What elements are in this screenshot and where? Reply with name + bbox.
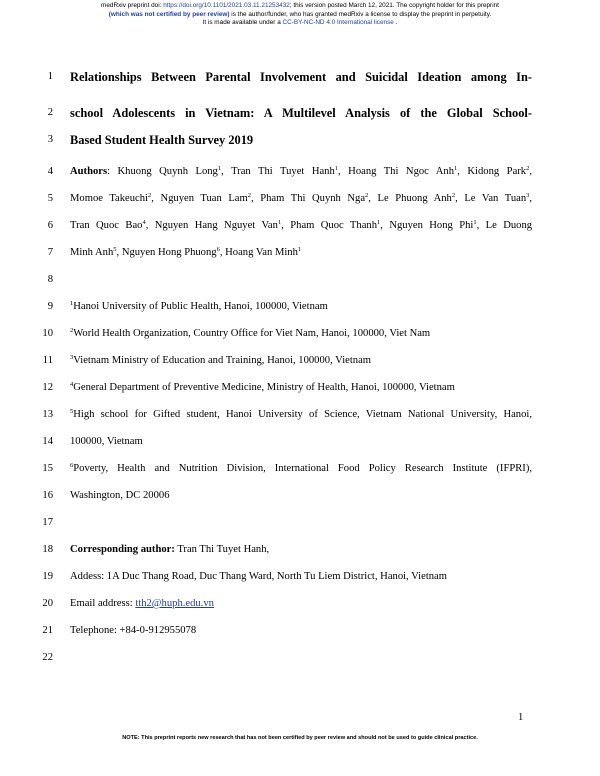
page-number: 1 — [518, 712, 524, 723]
preprint-banner — [0, 2, 600, 28]
affiliation-3: 11 $^3$Vietnam Ministry of Education and Training, Hanoi, 100000, Vietnam — [0, 352, 600, 370]
line-number: 8 — [47, 274, 53, 285]
blank-line — [0, 271, 600, 289]
license-link[interactable]: CC-BY-NC-ND 4.0 International license — [282, 19, 394, 27]
line-number: 13 — [42, 409, 53, 420]
corresponding-author: 18 Corresponding author: Tran Thi Tuyet Hanh, — [0, 541, 600, 559]
authors-line-2 — [0, 190, 600, 208]
title-line-2 — [0, 104, 600, 122]
affiliation-4: 12 $^4$General Department of Preventive Medicine, Ministry of Health, Hanoi, 100000, Vietnam — [0, 379, 600, 397]
line-number: 15 — [42, 463, 53, 474]
doi-link[interactable]: https://doi.org/10.1101/2021.03.11.21253432 — [163, 2, 290, 9]
paper-title: Relationships Between Parental Involvement and Suicidal Ideation among In- — [70, 70, 532, 84]
corresponding-address: 19 Addess: 1A Duc Thang Road, Duc Thang Ward, North Tu Liem District, Hanoi, Vietnam — [0, 568, 600, 586]
authors-text: Tran Quoc Bao$^4$, Nguyen Hang Nguyet Van$^1$, Pham Quoc Thanh$^1$, Nguyen Hong Phi$^1$, Le Duong — [70, 219, 533, 231]
line-number: 20 — [42, 598, 53, 609]
title-line-3 — [0, 131, 600, 149]
affiliation-6-cont: 16 Washington, DC 20006 — [0, 487, 600, 505]
line-number: 6 — [47, 220, 53, 231]
line-number: 22 — [42, 652, 53, 663]
affiliation-2: 10 $^2$World Health Organization, Country Office for Viet Nam, Hanoi, 100000, Viet Nam — [0, 325, 600, 343]
authors-text: Authors: Khuong Quynh Long$^1$, Tran Thi Tuyet Hanh$^1$, Hoang Thi Ngoc Anh$^1$, Kidong Park$^2$, — [70, 165, 533, 177]
authors-line-1 — [0, 163, 600, 181]
corresponding-email: 20 Email address: tth2@huph.edu.vn — [0, 595, 600, 613]
line-number: 18 — [42, 544, 53, 555]
affiliation-1: 9 $^1$Hanoi University of Public Health, Hanoi, 100000, Vietnam — [0, 298, 600, 316]
line-number: 2 — [47, 107, 53, 118]
authors-text: Minh Anh$^5$, Nguyen Hong Phuong$^6$, Hoang Van Minh$^1$ — [70, 246, 302, 258]
line-number: 1 — [47, 71, 53, 82]
line-number: 19 — [42, 571, 53, 582]
corresponding-phone: 21 Telephone: +84-0-912955078 — [0, 622, 600, 640]
line-number: 11 — [42, 355, 53, 366]
paper-title: school Adolescents in Vietnam: A Multilevel Analysis of the Global School- — [70, 106, 532, 120]
affiliation-5-cont: 14 100000, Vietnam — [0, 433, 600, 451]
affiliation-6: 15 $^6$Poverty, Health and Nutrition Division, International Food Policy Research Institute (IFPRI), — [0, 460, 600, 478]
line-number: 12 — [42, 382, 53, 393]
preprint-footer-note: NOTE: This preprint reports new research that has not been certified by peer review and should not be used to guide clinical practice. — [122, 735, 478, 741]
title-line-1 — [0, 68, 600, 86]
line-number: 9 — [47, 301, 53, 312]
line-number: 5 — [47, 193, 53, 204]
authors-line-3 — [0, 217, 600, 235]
line-number: 21 — [42, 625, 53, 636]
blank-line — [0, 649, 600, 667]
banner-line-3: It is made available under a CC-BY-NC-ND 4.0 International license . — [202, 19, 398, 27]
line-number: 4 — [47, 166, 53, 177]
banner-line-2: (which was not certified by peer review) is the author/funder, who has granted medRxiv a license to display the preprint in perpetuity. — [108, 10, 492, 18]
authors-text: Momoe Takeuchi$^2$, Nguyen Tuan Lam$^2$, Pham Thi Quynh Nga$^2$, Le Phuong Anh$^2$, Le Van Tuan$^3$, — [70, 192, 533, 204]
banner-line-1: medRxiv preprint doi: https://doi.org/10.1101/2021.03.11.21253432; this version posted March 12, 2021. The copyright holder for this preprint — [101, 2, 499, 9]
line-number: 17 — [42, 517, 53, 528]
affiliation-5: 13 $^5$High school for Gifted student, Hanoi University of Science, Vietnam National University, Hanoi, — [0, 406, 600, 424]
email-link[interactable]: tth2@huph.edu.vn — [135, 598, 214, 609]
line-number: 10 — [42, 328, 53, 339]
paper-title: Based Student Health Survey 2019 — [70, 133, 254, 147]
blank-line — [0, 514, 600, 532]
line-number: 14 — [42, 436, 53, 447]
line-number: 16 — [42, 490, 53, 501]
line-number: 7 — [47, 247, 53, 258]
line-number: 3 — [47, 134, 53, 145]
authors-line-4 — [0, 244, 600, 262]
